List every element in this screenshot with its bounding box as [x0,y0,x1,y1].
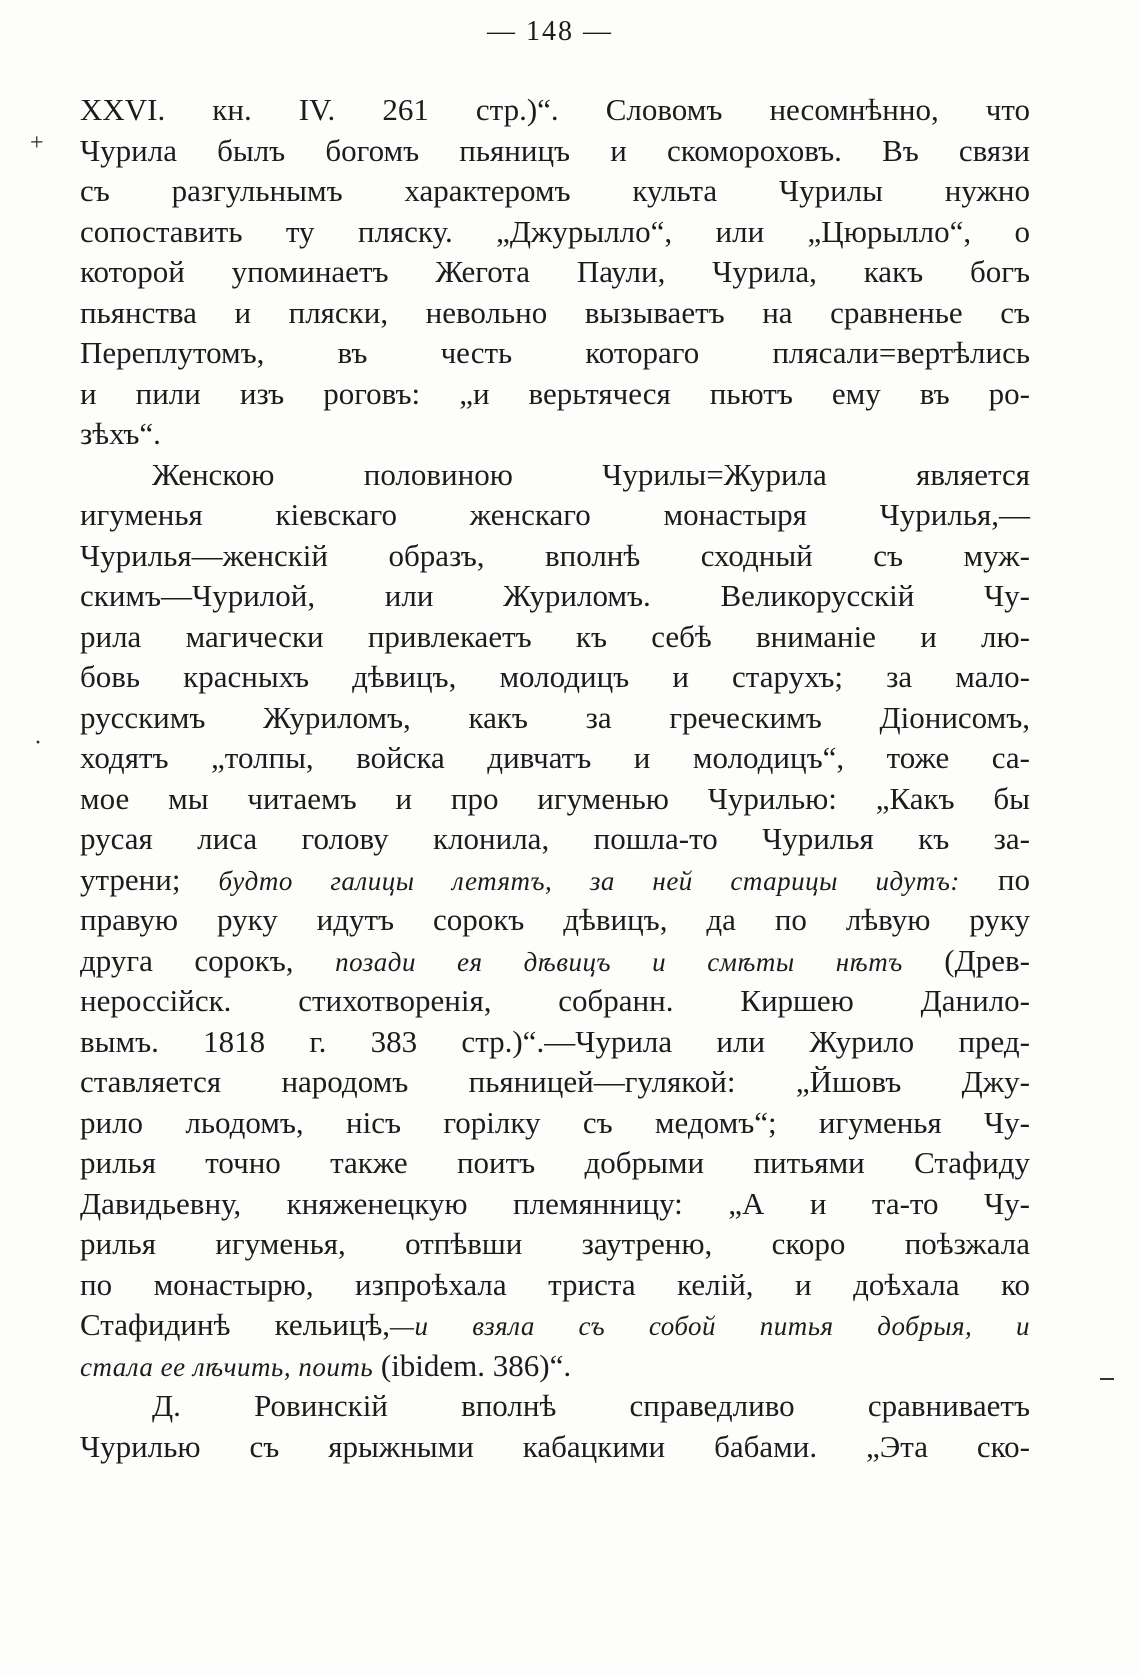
text-segment: Переплутомъ, въ честь котораго плясали=вертѣлись [80,335,1030,370]
text-segment: мое мы читаемъ и про игуменью Чурилью: „Какъ бы [80,780,1030,816]
text-segment: рилья игуменья, отпѣвши заутреню, скоро поѣзжала [80,1226,1030,1261]
text-segment: русскимъ Журиломъ, какъ за греческимъ Діонисомъ, [80,699,1030,735]
text-line [80,1427,1030,1468]
text-line [80,1184,1030,1225]
text-line [80,657,1030,698]
text-line [80,860,1030,901]
text-segment: пьянства и пляски, невольно вызываетъ на сравненье съ [80,294,1030,330]
text-segment: игуменья кіевскаго женскаго монастыря Чурилья,— [80,497,1030,532]
text-segment: зѣхъ“. [80,416,161,451]
text-line [80,900,1030,941]
text-segment: нероссійск. стихотворенія, собранн. Киршею Данило- [80,983,1030,1018]
text-segment: которой упоминаетъ Жегота Паули, Чурила, какъ богъ [80,254,1030,289]
text-segment: и пили изъ роговъ: „и верьтячеся пьютъ ему въ ро- [80,375,1030,411]
text-segment: скимъ—Чурилой, или Журиломъ. Великорусскій Чу- [80,578,1030,613]
text-segment: рило льодомъ, нісъ горілку съ медомъ“; игуменья Чу- [80,1104,1030,1140]
text-line [80,738,1030,779]
margin-plus-mark: + [30,130,44,156]
page-number: — 148 — [487,16,613,47]
italic-text-segment: —и взяла съ собой питья добрыя, и [390,1311,1030,1341]
text-line [80,1022,1030,1063]
text-line [80,536,1030,577]
text-line [80,1265,1030,1306]
text-line [80,1305,1030,1346]
italic-text-segment: стала ее лѣчить, поить [80,1351,374,1382]
text-segment: Давидьевну, княженецкую племянницу: „А и та-то Чу- [80,1185,1030,1221]
text-line [80,495,1030,536]
margin-dot-mark: · [34,730,42,756]
text-line [80,941,1030,982]
text-line [80,1103,1030,1144]
text-line [80,819,1030,860]
text-segment: друга сорокъ, [80,942,336,978]
text-line [80,333,1030,374]
text-line [80,455,1030,496]
text-segment: Чурилья—женскій образъ, вполнѣ сходный съ муж- [80,537,1030,573]
text-line [80,131,1030,172]
text-line [80,252,1030,293]
text-segment: (Древ- [902,942,1030,978]
text-line [80,1386,1030,1427]
text-segment: Чурилью съ ярыжными кабацкими бабами. „Эта ско- [80,1428,1030,1464]
text-line [80,576,1030,617]
text-line [80,617,1030,658]
text-segment: ставляется народомъ пьяницей—гулякой: „Йшовъ Джу- [80,1064,1030,1099]
text-segment: XXVI. кн. IV. 261 стр.)“. Словомъ несомнѣнно, что [80,92,1030,127]
text-line [80,1062,1030,1103]
right-margin-dash [1100,1378,1114,1380]
text-line [80,1346,1030,1387]
text-line [80,698,1030,739]
text-line [80,414,1030,455]
text-segment: вымъ. 1818 г. 383 стр.)“.—Чурила или Журило пред- [80,1023,1030,1059]
text-segment: ходятъ „толпы, войска дивчатъ и молодицъ“, тоже са- [80,740,1030,775]
text-segment: бовь красныхъ дѣвицъ, молодицъ и старухъ; за мало- [80,659,1030,694]
text-line [80,212,1030,253]
text-segment: утрени; [80,861,219,897]
text-segment: по монастырю, изпроѣхала триста келій, и доѣхала ко [80,1266,1030,1302]
text-line [80,1143,1030,1184]
text-segment: правую руку идутъ сорокъ дѣвицъ, да по лѣвую руку [80,902,1030,937]
italic-text-segment: будто галицы летятъ, за ней старицы идутъ: [218,865,960,896]
text-segment: по [959,861,1030,897]
text-line [80,779,1030,820]
text-segment: Женскою половиною Чурилы=Журила является [152,456,1030,492]
body-text [80,90,1030,1467]
text-line [80,293,1030,334]
text-segment: (ibidem. 386)“. [373,1347,572,1383]
text-segment: рила магически привлекаетъ къ себѣ вниманіе и лю- [80,618,1030,654]
text-line [80,374,1030,415]
text-segment: русая лиса голову клонила, пошла-то Чурилья къ за- [80,821,1030,856]
text-segment: рилья точно также поитъ добрыми питьями Стафиду [80,1145,1030,1180]
text-segment: сопоставить ту пляску. „Джурылло“, или „Цюрылло“, о [80,213,1030,249]
text-line [80,90,1030,131]
text-segment: съ разгульнымъ характеромъ культа Чурилы нужно [80,173,1030,208]
text-segment: Чурила былъ богомъ пьяницъ и скомороховъ. Въ связи [80,132,1030,168]
text-segment: Д. Ровинскій вполнѣ справедливо сравниваетъ [152,1388,1030,1423]
text-line [80,1224,1030,1265]
text-line [80,981,1030,1022]
italic-text-segment: позади ея дѣвицъ и смѣты нѣтъ [335,946,903,977]
text-segment: Стафидинѣ кельицѣ, [80,1307,391,1342]
text-line [80,171,1030,212]
